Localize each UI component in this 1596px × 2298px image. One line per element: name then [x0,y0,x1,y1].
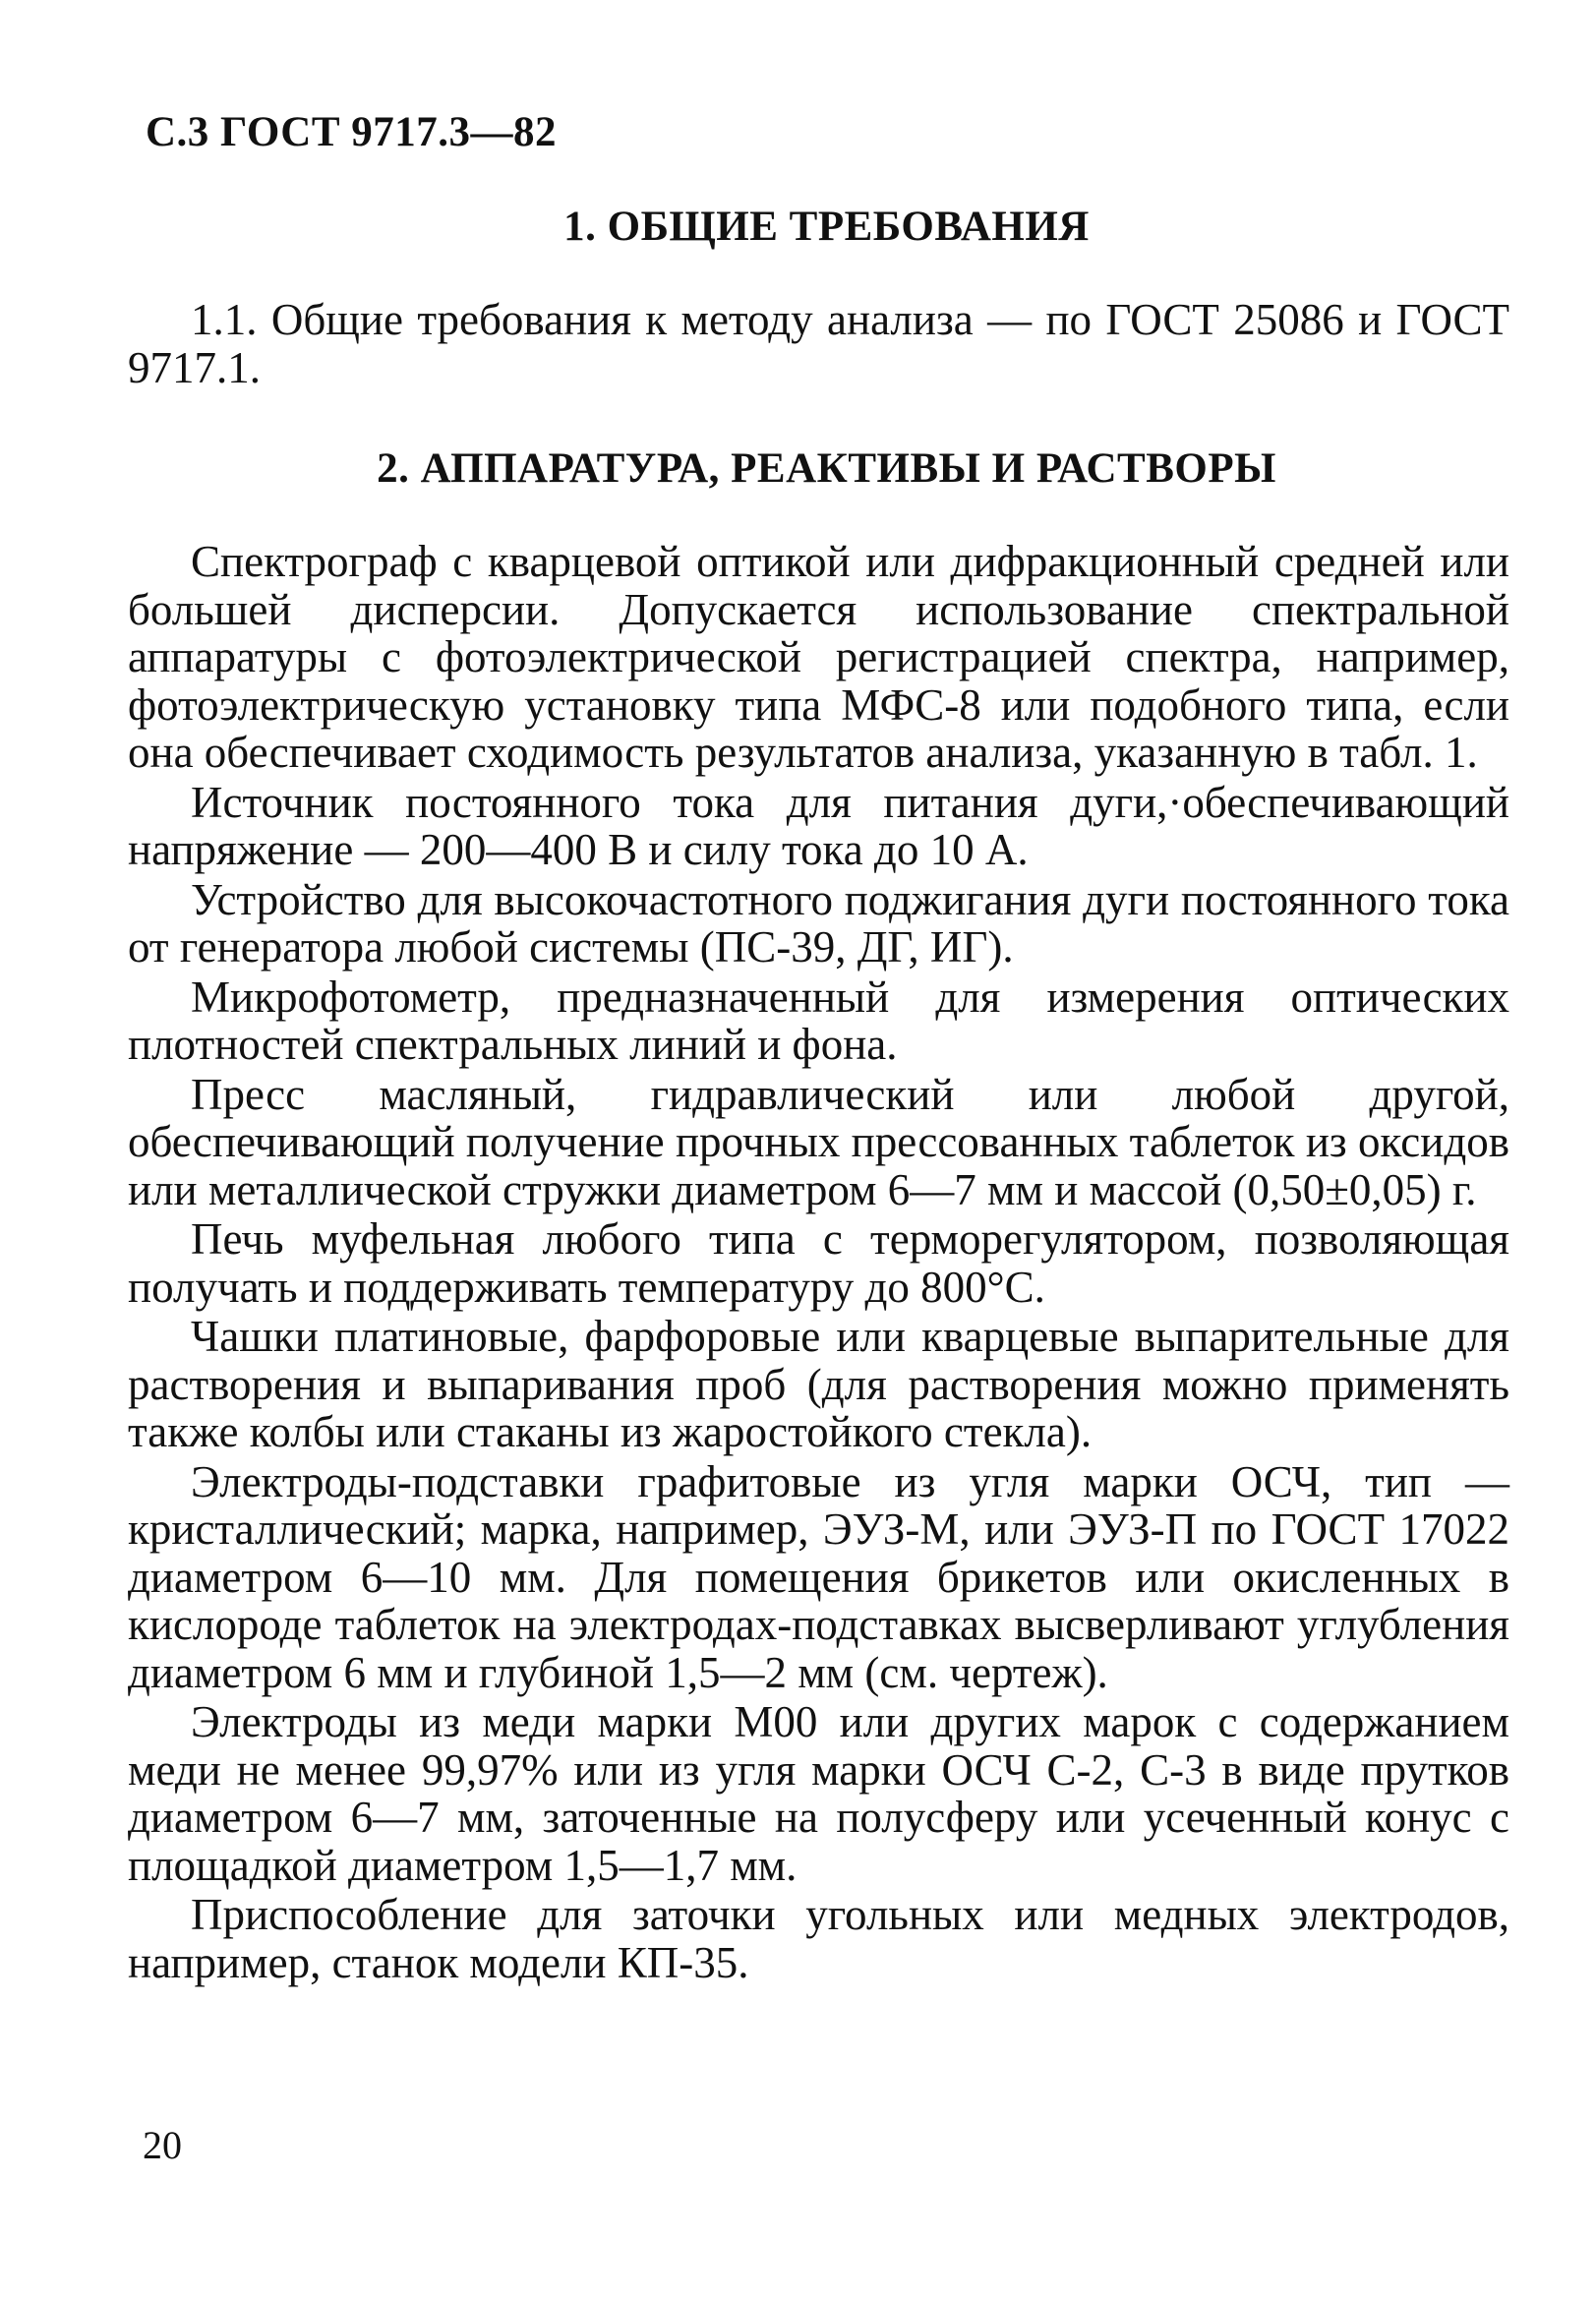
section-heading-general-requirements: 1. ОБЩИЕ ТРЕБОВАНИЯ [563,204,1090,250]
paragraph-hf-ignition: Устройство для высокочастотного поджигания дуги постоянного тока от генератора любой системы (ПС-39, ДГ, ИГ). [128,874,1509,972]
section-2-body [128,538,1509,1988]
page-number: 20 [143,2123,182,2167]
section-1-body [128,296,1509,393]
section-heading-apparatus: 2. АППАРАТУРА, РЕАКТИВЫ И РАСТВОРЫ [377,445,1276,492]
paragraph-dishes: Чашки платиновые, фарфоровые или кварцевые выпарительные для растворения и выпаривания проб (для растворения можно применять также колбы или стаканы из жаростойкого стекла). [128,1312,1509,1456]
paragraph-1-1: 1.1. Общие требования к методу анализа — по ГОСТ 25086 и ГОСТ 9717.1. [128,295,1509,392]
paragraph-sharpening-device: Приспособление для заточки угольных или медных электродов, например, станок модели КП-35. [128,1890,1509,1987]
paragraph-microphotometer: Микрофотометр, предназначенный для измерения оптических плотностей спектральных линий и фона. [128,972,1509,1069]
paragraph-spectrograph: Спектрограф с кварцевой оптикой или дифракционный средней или большей дисперсии. Допускается использование спектральной аппаратуры с фотоэлектрической регистрацией спектра, например, фотоэлектрическую установку типа МФС-8 или подобного типа, если она обеспечивает сходимость результатов анализа, указанную в табл. 1. [128,537,1509,777]
paragraph-muffle-furnace: Печь муфельная любого типа с терморегулятором, позволяющая получать и поддерживать температуру до 800°С. [128,1214,1509,1312]
running-header: С.3 ГОСТ 9717.3—82 [146,109,558,155]
paragraph-support-electrodes: Электроды-подставки графитовые из угля марки ОСЧ, тип — кристаллический; марка, например, ЭУЗ-М, или ЭУЗ-П по ГОСТ 17022 диаметром 6—10 мм. Для помещения брикетов или окисленных в кислороде таблеток на электродах-подставках высверливают углубления диаметром 6 мм и глубиной 1,5—2 мм (см. чертеж). [128,1456,1509,1697]
paragraph-press: Пресс масляный, гидравлический или любой другой, обеспечивающий получение прочных прессованных таблеток из оксидов или металлической стружки диаметром 6—7 мм и массой (0,50±0,05) г. [128,1069,1509,1214]
paragraph-dc-source: Источник постоянного тока для питания дуги,·обеспечивающий напряжение — 200—400 В и силу тока до 10 А. [128,777,1509,874]
paragraph-copper-electrodes: Электроды из меди марки М00 или других марок с содержанием меди не менее 99,97% или из угля марки ОСЧ С-2, С-3 в виде прутков диаметром 6—7 мм, заточенные на полусферу или усеченный конус с площадкой диаметром 1,5—1,7 мм. [128,1697,1509,1890]
